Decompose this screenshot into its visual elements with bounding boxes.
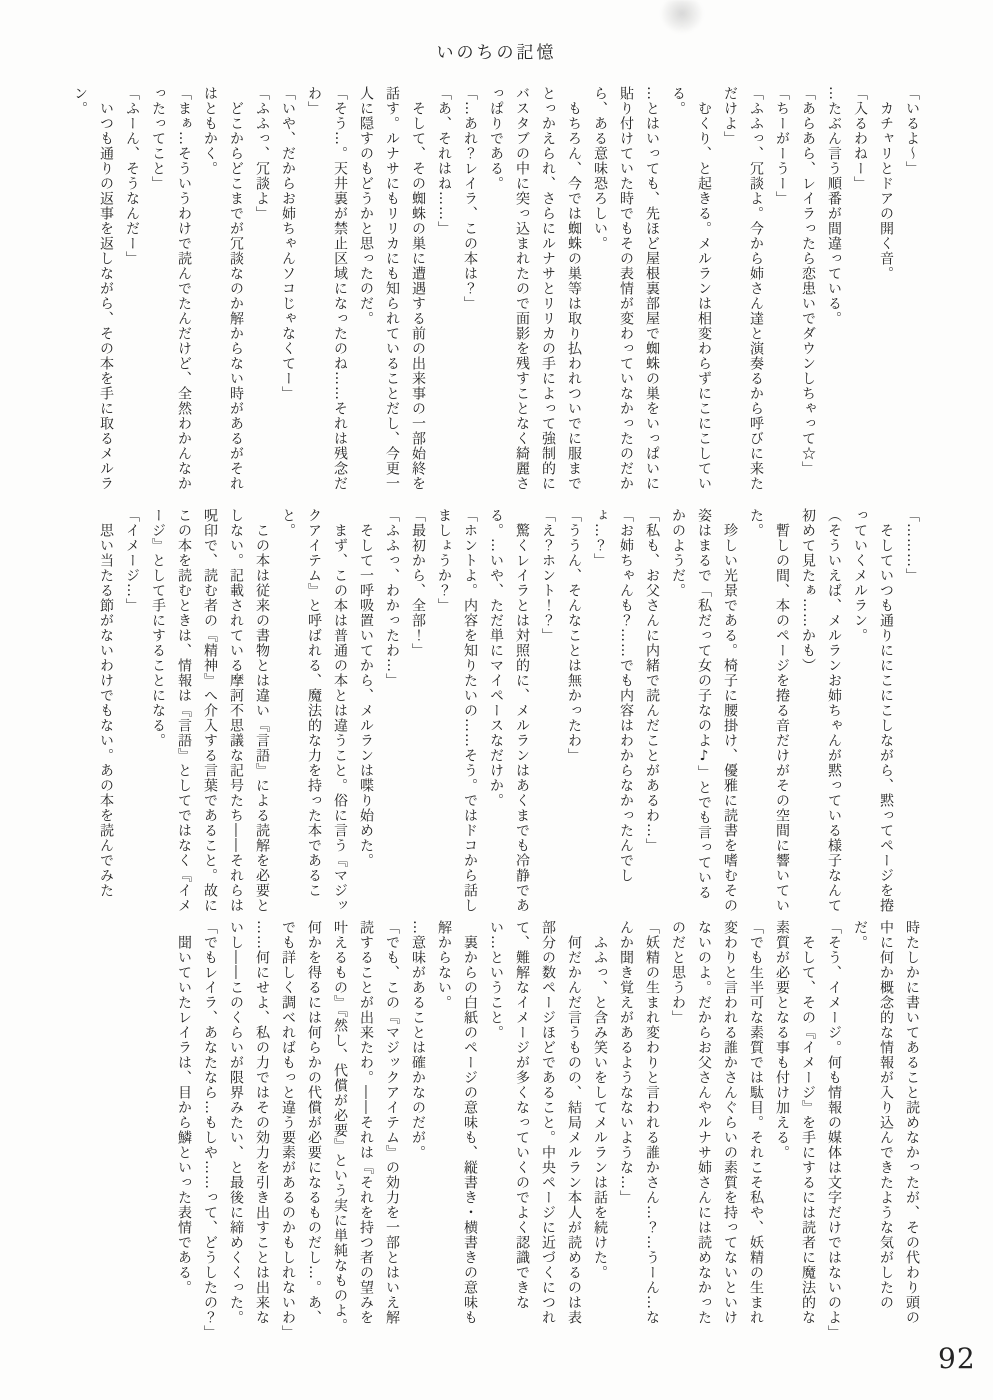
paragraph: 「ちーがーうー」 [774,86,790,206]
page-number: 92 [938,1342,976,1375]
paragraph: 「でも生半可な素質では駄目。それこそ私や、妖精の生まれ変わりと言われる誰かさんぐらいの素質を持ってないといけないのよ。だからお父さんやルナサ姉さんには読めなかったのだと思うわ」 [670,920,764,1325]
paragraph: 「でも、この『マジックアイテム』の効力を一部とはいえ解読することが出来たわ。――それは『それを持つ者の望みを叶えるもの』『然し、代償が必要』という実に単純なものよ。何かを得るには何らかの代償が必要になるものだし…。あ、でも詳しく調べればもっと違う要素があるのかもしれないわ」 [280,920,400,1340]
paragraph: 「イメージ…」 [124,508,140,613]
paragraph: 裏からの白紙のページの意味も、縦書き・横書きの意味も解からない。 [436,920,478,1325]
paragraph: 「まぁ…そういうわけで読んでたんだけど、全然わかんなかったってこと」 [150,86,192,491]
paragraph: 「そう、イメージ。何も情報の媒体は文字だけではないのよ」 [826,920,842,1340]
paragraph: 「あ、それはね……」 [436,86,452,236]
paragraph: 何だかんだ言うものの、結局メルラン本人が読めるのは表部分の数ページほどであること。中央ページに近づくにつれて、難解なイメージが多くなっていくのでよく認識できない…ということ。 [488,920,582,1325]
paragraph: 「ホントよ。内容を知りたいの……そう。ではドコから話しましょうか？」 [436,508,478,913]
page-title: いのちの記憶 [436,43,557,63]
paragraph: 「いや、だからお姉ちゃんソコじゃなくてー」 [280,86,296,401]
paragraph: 「いるよ〜」 [904,86,920,176]
paragraph: いつも通りの返事を返しながら、その本を手に取るメルラン。 [72,86,114,491]
paragraph: 「ふーん、そうなんだー」 [124,86,140,266]
paragraph: 珍しい光景である。椅子に腰掛け、優雅に読書を嗜むその姿はまるで「私だって女の子なのよ♪」とでも言っているかのようだ。 [670,508,738,913]
paragraph: 「入るわねー」 [852,86,868,191]
paragraph: 「でもレイラ、あなたなら…もしや……って、どうしたの？」 [202,920,218,1340]
text-block-top [63,86,925,500]
text-block-bottom [63,920,925,1340]
paragraph: そしていつも通りににこにこしながら、黙ってページを捲っていくメルラン。 [852,508,894,913]
paragraph: むくり、と起きる。メルランは相変わらずにこにこしている。 [670,86,712,491]
paragraph: （そういえば、メルランお姉ちゃんが黙っている様子なんて初めて見たぁ……かも） [800,508,842,913]
paragraph: 「ふふっ、わかったわ…」 [384,508,400,688]
paragraph: …たぶん言う順番が間違っている。 [826,86,842,326]
paragraph: 「ふふっ、冗談よ」 [254,86,270,221]
paragraph: 驚くレイラとは対照的に、メルランはあくまでも冷静である。…いや、ただ単にマイペースなだけか。 [488,508,530,913]
text-block-middle [63,508,925,914]
paragraph: どこからどこまでが冗談なのか解からない時があるがそれはともかく。 [202,86,244,491]
paragraph: 時たしかに書いてあること読めなかったが、その代わり頭の中に何か概念的な情報が入り込んできたような気がしたのだ。 [852,920,920,1325]
paragraph: カチャリとドアの開く音。 [878,101,894,281]
paragraph: 「ふふっ、冗談よ。今から姉さん達と演奏るから呼びに来ただけよ」 [722,86,764,491]
paragraph: 「あらあら、レイラったら恋患いでダウンしちゃって☆」 [800,86,816,476]
paragraph: 「ううん、そんなことは無かったわ」 [566,508,582,763]
paragraph: 「…あれ？レイラ、この本は？」 [462,86,478,311]
paragraph: 「最初から、全部！」 [410,508,426,658]
paragraph: 「私も、お父さんに内緒で読んだことがあるわ…」 [644,508,660,853]
paragraph: そして、その『イメージ』を手にするには読者に魔法的な素質が必要となる事も付け加える。 [774,920,816,1325]
paragraph: 「お姉ちゃんも？……でも内容はわからなかったんでしょ…？」 [592,508,634,883]
paragraph: この本は従来の書物とは違い『言語』による読解を必要としない。記載されている摩訶不思議な記号たち――それらは呪印で、読む者の『精神』へ介入する言葉であること。故にこの本を読むときは、情報は『言語』としてではなく『イメージ』として手にすることになる。 [150,508,270,913]
paragraph: 「………」 [904,508,920,583]
paragraph: 「妖精の生まれ変わりと言われる誰かさん…？…うーん…なんか聞き覚えがあるようなないような…」 [618,920,660,1325]
paragraph: ふふっ、と含み笑いをしてメルランは話を続けた。 [592,935,608,1280]
paragraph: まず、この本は普通の本とは違うこと。俗に言う『マジックアイテム』と呼ばれる、魔法的な力を持った本であること。 [280,508,348,913]
paragraph: ……何にせよ、私の力ではその効力を引き出すことは出来ないし――このくらいが限界みたい、と最後に締めくくった。 [228,920,270,1325]
paragraph: 暫しの間、本のページを捲る音だけがその空間に響いていた。 [748,508,790,913]
paragraph: もちろん、今では蜘蛛の巣等は取り払われついでに服までとっかえられ、さらにルナサとリリカの手によって強制的にバスタブの中に突っ込まれたので面影を残すことなく綺麗さっぱりである。 [488,86,582,491]
paragraph: 聞いていたレイラは、目から鱗といった表情である。 [176,935,192,1295]
paragraph: 「そう…。天井裏が禁止区域になったのね……それは残念だわ」 [306,86,348,491]
paragraph: 「え？ホント！？」 [540,508,556,643]
paragraph: 思い当たる節がないわけでもない。あの本を読んでみた [98,523,114,898]
paragraph: そして、その蜘蛛の巣に遭遇する前の出来事の一部始終を話す。ルナサにもリリカにも知られていることだし、今更一人に隠すのもどうかと思ったのだ。 [358,86,426,491]
scan-artifact-smudge [660,0,704,34]
paragraph: …とはいっても、先ほど屋根裏部屋で蜘蛛の巣をいっぱいに貼り付けていた時でもその表情が変わっていなかったのだから、ある意味恐ろしい。 [592,86,660,491]
paragraph: …意味があることは確かなのだが。 [410,920,426,1160]
paragraph: そして一呼吸置いてから、メルランは喋り始めた。 [358,523,374,868]
